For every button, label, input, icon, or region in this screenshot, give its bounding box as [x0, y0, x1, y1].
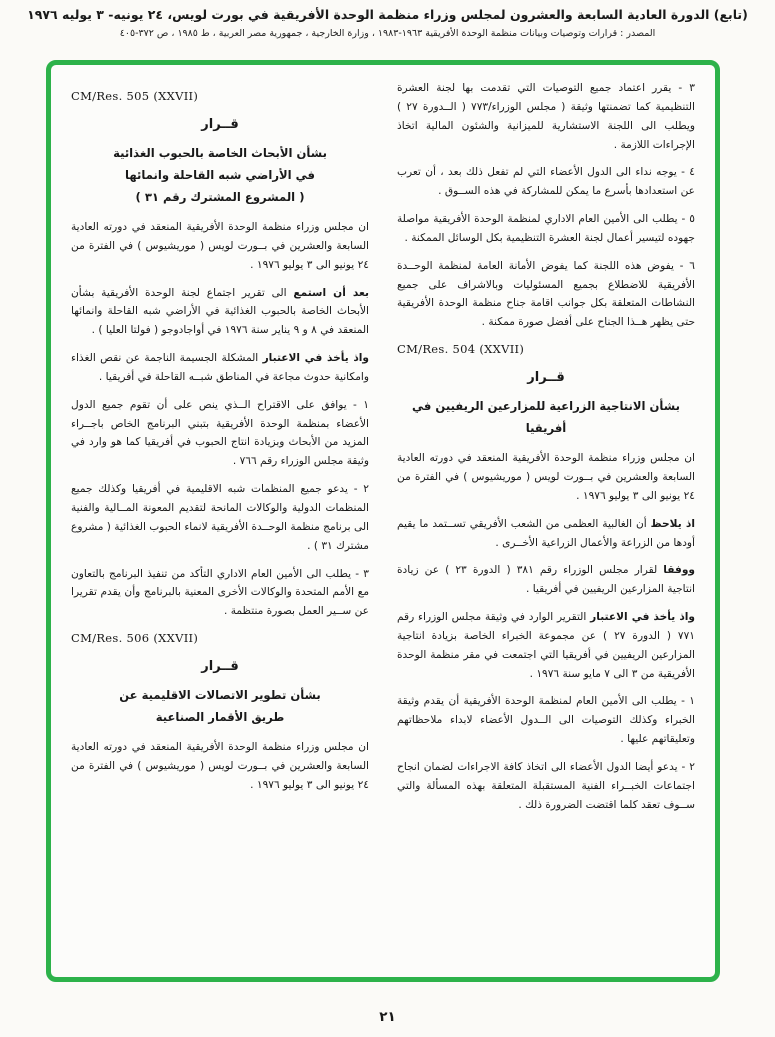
paragraph: اذ يلاحظ أن الغالبية العظمى من الشعب الأفريقي تســتمد ما يقيم أودها من الزراعة والأعمال الزراعية الأخــرى .	[397, 517, 695, 549]
page-number: ٢١	[379, 1009, 396, 1025]
paragraph: ٥ - يطلب الى الأمين العام الاداري لمنظمة الوحدة الأفريقية مواصلة جهوده لتيسير أعمال لجنة العشرة التنظيمية بكل الوسائل الممكنة .	[397, 213, 695, 244]
paragraph: ٣ - يطلب الى الأمين العام الاداري التأكد من تنفيذ البرنامج بالتعاون مع الأمم المتحدة والوكالات الأخرى المعنية بالبرنامج وأن يقدم تقريرا عن ســير العمل بصورة منتظمة .	[71, 567, 369, 618]
paragraph: ان مجلس وزراء منظمة الوحدة الأفريقية المنعقد في دورته العادية السابعة والعشرين في بــورت لويس ( موريشيوس ) في الفترة من ٢٤ يونيو الى ٣ يوليو ١٩٧٦ .	[71, 221, 369, 271]
paragraph: بعد أن استمع الى تقرير اجتماع لجنة الوحدة الأفريقية بشأن الأبحاث الخاصة بالحبوب الغذائية في الأراضي شبه القاحلة وانمائها المنعقد في ٨ و ٩ يناير سنة ١٩٧٦ في أواجادوجو ( فولتا العليا ) .	[71, 286, 369, 337]
paragraph: ١ - يوافق على الاقتراح الــذي ينص على أن تقوم جميع الدول الأعضاء بمنظمة الوحدة الأفريقية بتبني البرنامج الخاص باجــراء المزيد من الأبحاث وبزيادة انتاج الحبوب في أفريقيا كما هو وارد في وثيقة مجلس الوزراء رقم ٧٦٦ .	[71, 398, 369, 468]
paragraph: ان مجلس وزراء منظمة الوحدة الأفريقية المنعقد في دورته العادية السابعة والعشرين في بــورت لويس ( موريشيوس ) في الفترة من ٢٤ يونيو الى ٣ يوليو ١٩٧٦ .	[397, 452, 695, 502]
paragraph: ووفقا لقرار مجلس الوزراء رقم ٣٨١ ( الدورة ٢٣ ) عن زيادة انتاجية المزارعين الريفيين في أفريقيا .	[397, 564, 695, 596]
page-header-line-2: المصدر : قرارات وتوصيات وبيانات منظمة الوحدة الأفريقية ١٩٦٣-١٩٨٣ ، وزارة الخارجية ، جمهورية مصر العربية ، ط ١٩٨٥ ، ص ٣٧٢-٤٠٥	[119, 27, 656, 39]
resolution-subtitle	[71, 684, 369, 728]
paragraph: ان مجلس وزراء منظمة الوحدة الأفريقية المنعقد في دورته العادية السابعة والعشرين في بــورت لويس ( موريشيوس ) في الفترة من ٢٤ يونيو الى ٣ يوليو ١٩٧٦ .	[71, 741, 369, 791]
paragraph-lead: اذ يلاحظ	[650, 517, 695, 530]
subtitle-line: بشأن الأبحاث الخاصة بالحبوب الغذائية	[113, 146, 327, 160]
paragraph: ٦ - يفوض هذه اللجنة كما يفوض الأمانة العامة لمنظمة الوحــدة الأفريقية للاضطلاع بجميع المسئوليات وبالاشراف على جميع النشاطات المتعلقة بكل جوانب اقامة جناح منظمة الوحدة الأفريقية حتى يظهر هــذا الجناح على أفضل صورة ممكنة .	[397, 259, 695, 329]
subtitle-line: بشأن الانتاجية الزراعية للمزارعين الريفيين في أفريقيا	[412, 399, 680, 436]
paragraph: واذ يأخذ في الاعتبار التقرير الوارد في وثيقة مجلس الوزراء رقم ٧٧١ ( الدورة ٢٧ ) عن مجموعة الخبراء الخاصة بزيادة انتاجية المزارعين الريفيين في أفريقيا التي اجتمعت في مقر منظمة الوحدة الأفريقية من ٣ الى ٧ مايو سنة ١٩٧٦ .	[397, 611, 695, 680]
resolution-subtitle	[397, 395, 695, 439]
paragraph-lead: بعد أن استمع	[293, 286, 369, 299]
green-border-frame	[46, 60, 720, 982]
subtitle-line: بشأن تطوير الاتصالات الاقليمية عن	[119, 688, 321, 703]
resolution-reference: CM/Res. 504 (XXVII)	[397, 342, 525, 357]
resolution-reference: CM/Res. 505 (XXVII)	[71, 89, 199, 103]
resolution-title: قــرار	[527, 370, 565, 386]
paragraph: ٢ - يدعو جميع المنظمات شبه الاقليمية في أفريقيا وكذلك جميع المنظمات الدولية والوكالات المانحة لتقديم المعونة المــالية والفنية الى برنامج منظمة الوحــدة الأفريقية لانماء الحبوب الغذائية ( مشروع مشترك ٣١ ) .	[71, 483, 369, 552]
paragraph: ٣ - يقرر اعتماد جميع التوصيات التي تقدمت بها لجنة العشرة التنظيمية كما تضمنتها وثيقة ( مجلس الوزراء/٧٧٣ ( الــدورة ٢٧ ) ويطلب الى اللجنة الاستشارية للميزانية والشئون المالية اتخاذ الإجراءات اللازمة .	[397, 82, 695, 151]
resolution-title: قــرار	[201, 659, 239, 675]
paragraph: واذ يأخذ في الاعتبار المشكلة الجسيمة الناجمة عن نقص الغذاء وامكانية حدوث مجاعة في المناطق شبــه القاحلة في أفريقيا .	[71, 352, 369, 383]
paragraph: ١ - يطلب الى الأمين العام لمنظمة الوحدة الأفريقية أن يقدم وثيقة الخبراء وكذلك التوصيات الى الــدول الأعضاء لابداء ملاحظاتهم وتعليقاتهم عليها .	[397, 695, 695, 746]
paragraph-lead: واذ يأخذ في الاعتبار	[590, 611, 695, 624]
subtitle-line: ( المشروع المشترك رقم ٣١ )	[135, 190, 305, 205]
page-header	[0, 6, 775, 39]
paragraph: ٤ - يوجه نداء الى الدول الأعضاء التي لم تفعل ذلك بعد ، أن تعرب عن استعدادها بأسرع ما يمكن للمشاركة في هذه الســوق .	[397, 166, 695, 198]
resolution-reference: CM/Res. 506 (XXVII)	[71, 631, 199, 646]
paragraph-lead: واذ يأخذ في الاعتبار	[262, 352, 369, 365]
paragraph-lead: ووفقا	[663, 564, 695, 577]
paragraph: ٢ - يدعو أيضا الدول الأعضاء الى اتخاذ كافة الاجراءات لضمان انجاح اجتماعات الخبــراء الفنية المستقبلة المتعلقة بهذه المسألة والتي ســوف تعقد كلما اقتضت الضرورة ذلك .	[397, 760, 695, 811]
column-right	[397, 79, 695, 967]
subtitle-line: في الأراضي شبه القاحلة وانمائها	[125, 168, 315, 183]
column-left	[71, 79, 369, 967]
resolution-title: قــرار	[201, 117, 239, 132]
two-column-layout	[51, 65, 715, 977]
resolution-subtitle	[71, 142, 369, 208]
page-header-line-1: (تابع) الدورة العادية السابعة والعشرون لمجلس وزراء منظمة الوحدة الأفريقية في بورت لويس، ٢٤ يونيه- ٣ يوليه ١٩٧٦	[27, 7, 748, 22]
subtitle-line: طريق الأقمار الصناعية	[155, 710, 285, 725]
